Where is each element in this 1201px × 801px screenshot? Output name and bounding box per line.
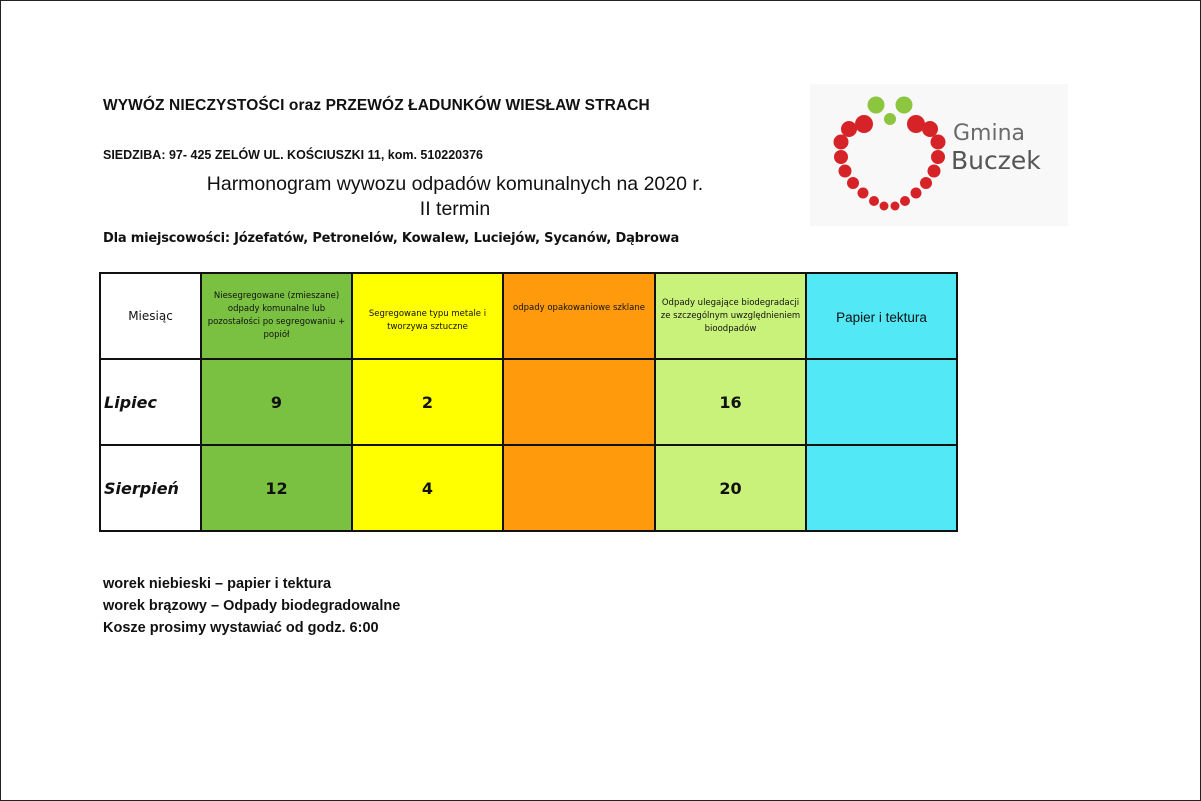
notes-section <box>103 573 400 639</box>
header-biodegradable: Odpady ulegające biodegradacji ze szczególnym uwzględnieniem bioodpadów <box>655 273 806 359</box>
gmina-buczek-logo <box>810 84 1068 226</box>
biodegradable-day: 16 <box>655 359 806 445</box>
note-bin-time: Kosze prosimy wystawiać od godz. 6:00 <box>103 620 379 636</box>
metal-plastic-day: 2 <box>352 359 503 445</box>
collection-schedule-table <box>99 272 958 532</box>
header-metal-plastic: Segregowane typu metale i tworzywa sztuczne <box>352 273 503 359</box>
strawberry-heart-icon <box>810 84 950 226</box>
table-row <box>100 359 957 445</box>
mixed-waste-day: 12 <box>201 445 352 531</box>
logo-word-gmina: Gmina <box>953 121 1026 146</box>
title-line-1: Harmonogram wywozu odpadów komunalnych na 2020 r. <box>206 173 704 195</box>
title-line-2: II termin <box>419 198 491 220</box>
paper-day <box>806 445 957 531</box>
logo-word-buczek: Buczek <box>951 146 1041 175</box>
month-cell: Lipiec <box>100 359 201 445</box>
table-header-row <box>100 273 957 359</box>
header-month: Miesiąc <box>100 273 201 359</box>
biodegradable-day: 20 <box>655 445 806 531</box>
header-paper: Papier i tektura <box>806 273 957 359</box>
metal-plastic-day: 4 <box>352 445 503 531</box>
note-brown-bag: worek brązowy – Odpady biodegradowalne <box>103 598 401 614</box>
glass-day <box>503 359 655 445</box>
document-title <box>100 172 810 222</box>
company-name: WYWÓZ NIECZYSTOŚCI oraz PRZEWÓZ ŁADUNKÓW WIESŁAW STRACH <box>103 97 650 114</box>
header-glass: odpady opakowaniowe szklane <box>503 273 655 359</box>
table-row <box>100 445 957 531</box>
month-cell: Sierpień <box>100 445 201 531</box>
paper-day <box>806 359 957 445</box>
mixed-waste-day: 9 <box>201 359 352 445</box>
company-address: SIEDZIBA: 97- 425 ZELÓW UL. KOŚCIUSZKI 11, kom. 510220376 <box>103 148 483 162</box>
header-mixed-waste: Niesegregowane (zmieszane) odpady komunalne lub pozostałości po segregowaniu + popiół <box>201 273 352 359</box>
glass-day <box>503 445 655 531</box>
note-blue-bag: worek niebieski – papier i tektura <box>103 576 332 592</box>
localities-line: Dla miejscowości: Józefatów, Petronelów, Kowalew, Luciejów, Sycanów, Dąbrowa <box>103 231 680 246</box>
